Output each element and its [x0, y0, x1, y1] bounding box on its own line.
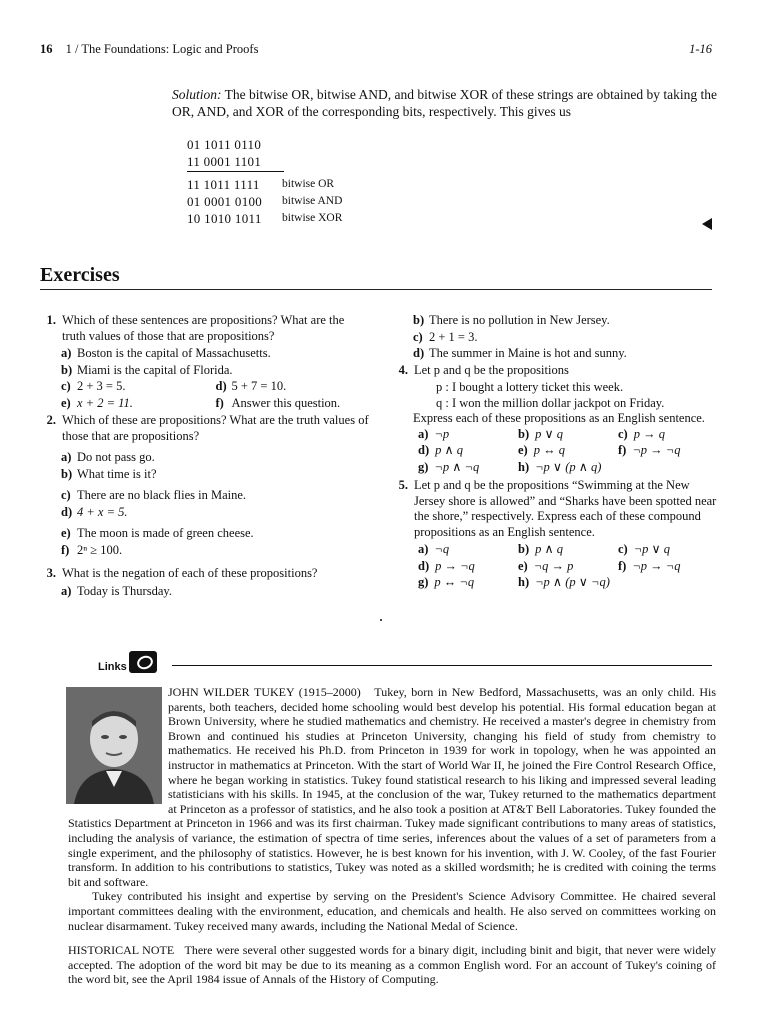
- bit-result-row: 01 0001 0100 bitwise AND: [187, 194, 343, 209]
- historical-note-label: HISTORICAL NOTE: [68, 943, 175, 958]
- expression-item: b) p ∨ q: [518, 426, 564, 441]
- exercise-item: b) What time is it?: [61, 466, 157, 481]
- solution-paragraph: [172, 86, 717, 120]
- expression-item: c) ¬p ∨ q: [618, 542, 671, 556]
- exercise-item: f) 2ⁿ ≥ 100.: [61, 542, 123, 557]
- bio-text: Tukey, born in New Bedford, Massachusetts, was an only child. His parents, both teachers, decided home schooling would best develop his potential. His formal education began at Brown University, where he studied mathematics and chemistry. He received a master's degree in chemistry from Brown and continued his studies at Princeton University, changing his field of study from chemistry to mathematics. He received his Ph.D. from Princeton in 1939 for work in topology, when he was appointed an instructor in mathematics at Princeton. With the start of World War II, he joined the Fire Control Research Office, where he began working in statistics. Tukey found statistical research to his liking and impressed several leading statisticians with his skills. In 1945, at the conclusion of the war, Tukey returned to the mathematics department at Princeton as a professor of statistics, and he also took a position at AT&T Bell Laboratories. Tukey founded the Statistics Department at Princeton in 1966 and was its first chairman. Tukey made significant contributions to many areas of statistics, including the analysis of variance, the estimation of spectra of time series, inferences about the values of a set of parameters from a single experiment, and the philosophy of statistics. However, he is best known for his invention, with J. W. Cooley, of the fast Fourier transform. In addition to his contributions to statistics, Tukey was noted as a skilled wordsmith; he is credited with coining the terms bit and software.: [68, 685, 716, 889]
- expression-item: e) p ↔ q: [518, 443, 565, 457]
- exercise-item: b) There is no pollution in New Jersey.: [413, 313, 610, 327]
- expression-grid: [418, 542, 722, 591]
- expression-item: h) ¬p ∧ (p ∨ ¬q): [518, 575, 610, 589]
- historical-note-text: There were several other suggested words for a binary digit, including binit and bigit, that never were widely accepted. The adoption of the word bit may be due to its meaning as a common English word. For an account of Tukey's coining of the word bit, see the April 1984 issue of Annals of the History of Computing.: [68, 943, 716, 987]
- expression-item: a) ¬q: [418, 542, 450, 556]
- exercise-item: c) 2 + 1 = 3.: [413, 329, 478, 344]
- expression-grid: [418, 427, 722, 476]
- exercises-left-column: [40, 313, 370, 600]
- expression-item: b) p ∧ q: [518, 542, 564, 556]
- exercise-prompt: Express each of these propositions as an English sentence.: [413, 411, 705, 425]
- sum-rule: [187, 171, 284, 172]
- exercise-item: a) Today is Thursday.: [61, 583, 172, 598]
- bio-name: JOHN WILDER TUKEY (1915–2000): [168, 685, 361, 699]
- exercise-2: 2. Which of these are propositions? What are the truth values of those that are propositions?: [46, 413, 369, 443]
- expression-item: a) ¬p: [418, 426, 450, 441]
- expression-item: e) ¬q → p: [518, 558, 574, 573]
- expression-item: g) p ↔ ¬q: [418, 575, 475, 589]
- links-marker[interactable]: [98, 651, 157, 673]
- expression-item: f) ¬p → ¬q: [618, 558, 681, 573]
- result-label: bitwise AND: [282, 195, 343, 207]
- bio-paragraph-2: Tukey contributed his insight and expertise by serving on the President's Science Advisory Committee. He chaired several important committees dealing with the environment, education, and chemicals and health. He also served on committees working on nuclear disarmament. Tukey received many awards, including the National Medal of Science.: [68, 889, 716, 933]
- running-header: [40, 42, 258, 57]
- expression-item: c) p → q: [618, 426, 665, 441]
- bitwise-table: [187, 136, 342, 227]
- result-label: bitwise XOR: [282, 212, 343, 224]
- exercise-item-pair: c) 2 + 3 = 5. d) 5 + 7 = 10.: [61, 379, 287, 393]
- exercise-item: e) The moon is made of green cheese.: [61, 526, 254, 540]
- expression-item: f) ¬p → ¬q: [618, 443, 681, 457]
- expression-item: h) ¬p ∨ (p ∧ q): [518, 459, 602, 474]
- exercise-5: 5. Let p and q be the propositions “Swimming at the New Jersey shore is allowed” and “Sharks have been spotted near the shore,” respectively. Express each of these compound propositions as an English sentence.: [398, 478, 717, 539]
- solution-label: Solution:: [172, 87, 222, 102]
- expression-item: d) p ∧ q: [418, 443, 464, 457]
- exercise-item: c) There are no black flies in Maine.: [61, 488, 247, 502]
- exercise-item: b) Miami is the capital of Florida.: [61, 362, 233, 377]
- exercise-item: d) The summer in Maine is hot and sunny.: [413, 346, 627, 360]
- end-of-example-marker-icon: [702, 218, 712, 230]
- expression-item: d) p → ¬q: [418, 558, 475, 573]
- bit-result-row: 11 1011 1111 bitwise OR: [187, 177, 335, 192]
- exercises-right-column: [392, 313, 722, 591]
- exercise-item: a) Boston is the capital of Massachusetts.: [61, 346, 271, 360]
- result-label: bitwise OR: [282, 178, 335, 190]
- mouse-icon: [129, 651, 157, 673]
- page-number: 16: [40, 42, 53, 56]
- proposition-q: q : I won the million dollar jackpot on Friday.: [436, 395, 665, 410]
- exercise-item-pair: e) x + 2 = 11. f) Answer this question.: [61, 395, 341, 410]
- exercise-4: 4. Let p and q be the propositions: [398, 362, 569, 377]
- historical-note: [68, 943, 716, 987]
- bit-result-row: 10 1010 1011 bitwise XOR: [187, 211, 343, 226]
- proposition-p: p : I bought a lottery ticket this week.: [436, 380, 624, 394]
- links-label: Links: [98, 661, 127, 673]
- solution-text: The bitwise OR, bitwise AND, and bitwise XOR of these strings are obtained by taking the OR, AND, and XOR of the corresponding bits, respectively. This gives us: [172, 87, 717, 119]
- page-reference: 1-16: [689, 42, 712, 56]
- links-rule: [172, 665, 712, 666]
- heading-rule: [40, 289, 712, 290]
- stray-dot: [380, 619, 382, 621]
- chapter-title: 1 / The Foundations: Logic and Proofs: [65, 42, 259, 56]
- expression-item: g) ¬p ∧ ¬q: [418, 459, 480, 474]
- bit-input-row: 11 0001 1101: [187, 154, 262, 169]
- exercise-3: 3. What is the negation of each of these propositions?: [46, 566, 318, 580]
- exercises-heading: Exercises: [40, 264, 120, 286]
- exercise-item: a) Do not pass go.: [61, 450, 155, 464]
- exercise-item: d) 4 + x = 5.: [61, 504, 128, 519]
- biography-block: [68, 685, 716, 987]
- exercise-1: 1. Which of these sentences are propositions? What are the truth values of those that are propositions?: [46, 313, 345, 343]
- bit-input-row: 01 1011 0110: [187, 137, 262, 152]
